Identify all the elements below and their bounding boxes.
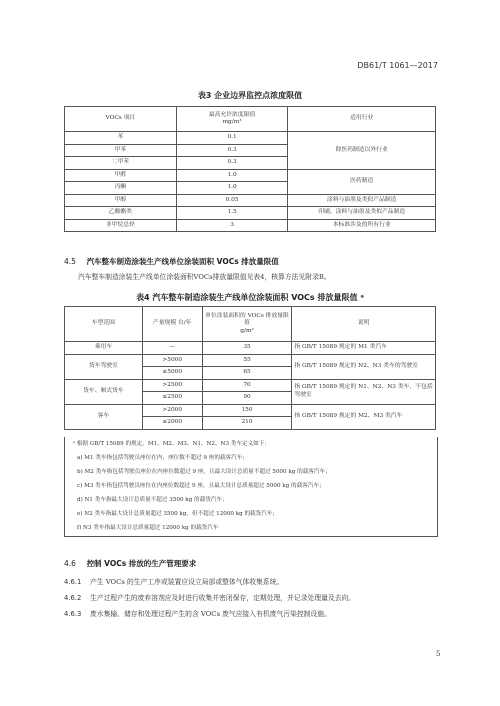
table3-item: 二甲苯 [65,157,177,170]
table3-item: 甲醛 [65,169,177,182]
table4-limit: 90 [202,392,292,405]
section-4-6-heading [64,558,196,569]
table-row [65,342,436,355]
table4-scale: >2500 [142,379,202,392]
item-number: 4.6.1 [64,578,82,586]
table4-scale: ≤5000 [142,367,202,380]
table-row [65,219,436,232]
item-number: 4.6.3 [64,610,82,618]
table3-limit: 0.3 [176,144,288,157]
table3-header-row [65,107,436,132]
table3-item: 苯 [65,132,177,145]
table3-limit: 0.3 [176,157,288,170]
table3-col-item: VOCs 项目 [65,107,177,132]
table3-col-limit [176,107,288,132]
table3-industry: 印刷、涂料与油墨及类似产品制造 [288,207,436,220]
table-row [65,169,436,182]
table4-type: 客车 [65,404,143,429]
table3-item: 甲醇 [65,194,177,207]
table4-col-limit-label: 单位涂装面积的 VOCs 排放量限值 [205,313,289,327]
page-number: 5 [436,650,441,658]
standard-code: DB61/T 1061—2017 [357,61,438,70]
table4-limit: 150 [202,404,292,417]
section-title: 汽车整车制造涂装生产线单位涂装面积 VOCs 排放量限值 [86,257,279,266]
table4-type: 货车驾驶室 [65,354,143,379]
table4-notes [64,437,438,537]
table4-note-item: f) N3 类车指最大设计总质量超过 12000 kg 的载货汽车 [77,525,219,531]
item-text: 废水集输、储存和处理过程产生的含 VOCs 废气应接入有机废气污染控制设施。 [90,610,331,618]
table4-note-item: b) M2 类车指包括驾驶员座位在内座位数超过 9 座，且最大设计总质量不超过 5000 kg 的载客汽车； [77,469,331,475]
table4-note-item: e) N2 类车指最大设计总质量超过 3500 kg，但不超过 12000 kg 的载货汽车； [77,511,279,517]
table3-item: 非甲烷总烃 [65,219,177,232]
table3-limit: 1.0 [176,169,288,182]
table4-limit: 70 [202,379,292,392]
table3-item: 丙酮 [65,182,177,195]
table-row [65,379,436,392]
table3-col-limit-unit: mg/m³ [222,119,242,125]
table4-note-item: c) M3 类车指包括驾驶员座位在内座位数超过 9 座，且最大设计总质量超过 5000 kg 的载客汽车； [77,483,325,489]
list-item [64,576,283,586]
table4-caption: 表4 汽车整车制造涂装生产线单位涂装面积 VOCs 排放量限值 ᵃ [136,293,364,302]
table-row [65,194,436,207]
table4-limit: 65 [202,367,292,380]
item-number: 4.6.2 [64,594,82,602]
table4-scale: — [142,342,202,355]
table4-scale: ≤2500 [142,392,202,405]
table4-desc: 指 GB/T 15089 规定的 M2、M3 类汽车 [292,404,436,429]
table-row [65,132,436,145]
table4-col-type: 车型范围 [65,307,143,342]
section-4-5-paragraph: 汽车整车制造涂装生产线单位涂装面积VOCs排放量限值见表4，核算方法见附录B。 [78,273,331,281]
list-item [64,592,355,602]
table3-item: 甲苯 [65,144,177,157]
section-number: 4.5 [64,257,76,266]
item-text: 生产过程产生的废弃溶剂应及时进行收集并密闭保存，定期处理，并记录处理量及去向。 [90,594,356,602]
item-text: 产生 VOCs 的生产工序或装置应设立局部或整体气体收集系统。 [90,578,284,586]
table3-col-industry: 适用行业 [288,107,436,132]
table4-type: 乘用车 [65,342,143,355]
table4-note-lead: ᵃ 根据 GB/T 15089 的规定，M1、M2、M3、N1、N2、N3 类车定义如下： [73,441,270,447]
table4-desc: 指 GB/T 15089 规定的 M1 类汽车 [292,342,436,355]
table4-desc: 指 GB/T 15089 规定的 N1、N2、N3 类车，不包括驾驶室 [292,379,436,404]
table3-limit: 3 [176,219,288,232]
table-row [65,404,436,417]
table4-note-item: a) M1 类车指包括驾驶员座位在内，座位数不超过 9 座的载客汽车； [77,455,248,461]
table3-limit: 1.0 [176,182,288,195]
table4-note-item: d) N1 类车指最大设计总质量不超过 3500 kg 的载货汽车； [77,497,228,503]
table3-limit: 0.05 [176,194,288,207]
table4-scale: >2000 [142,404,202,417]
table3-industry: 本标准涉及的所有行业 [288,219,436,232]
table4-header-row [65,307,436,342]
table3-limit: 1.5 [176,207,288,220]
section-number: 4.6 [64,559,76,568]
table3-industry: 涂料与油墨及类似产品制造 [288,194,436,207]
table3-item: 乙酸酯类 [65,207,177,220]
table4-col-scale: 产量规模 台/年 [142,307,202,342]
table4 [64,306,436,430]
table4-limit: 35 [202,342,292,355]
table4-col-limit-unit: g/m² [240,327,254,334]
table3-limit: 0.1 [176,132,288,145]
table4-col-limit [202,307,292,342]
table3-industry: 除医药制造以外行业 [288,132,436,170]
list-item [64,608,331,618]
table3 [64,106,436,232]
table4-desc: 指 GB/T 15089 规定的 N2、N3 类车的驾驶室 [292,354,436,379]
table4-col-desc: 说明 [292,307,436,342]
table4-scale: ≤2000 [142,417,202,430]
table3-caption: 表3 企业边界监控点浓度限值 [197,91,303,100]
table-row [65,354,436,367]
table4-limit: 210 [202,417,292,430]
section-title: 控制 VOCs 排放的生产管理要求 [86,559,197,568]
table4-scale: >5000 [142,354,202,367]
table4-limit: 55 [202,354,292,367]
table3-industry: 医药制造 [288,169,436,194]
table4-type: 货车、厢式货车 [65,379,143,404]
table3-col-limit-label: 最高允许浓度限值 [208,111,256,118]
section-4-5-heading [64,256,279,267]
table-row [65,207,436,220]
